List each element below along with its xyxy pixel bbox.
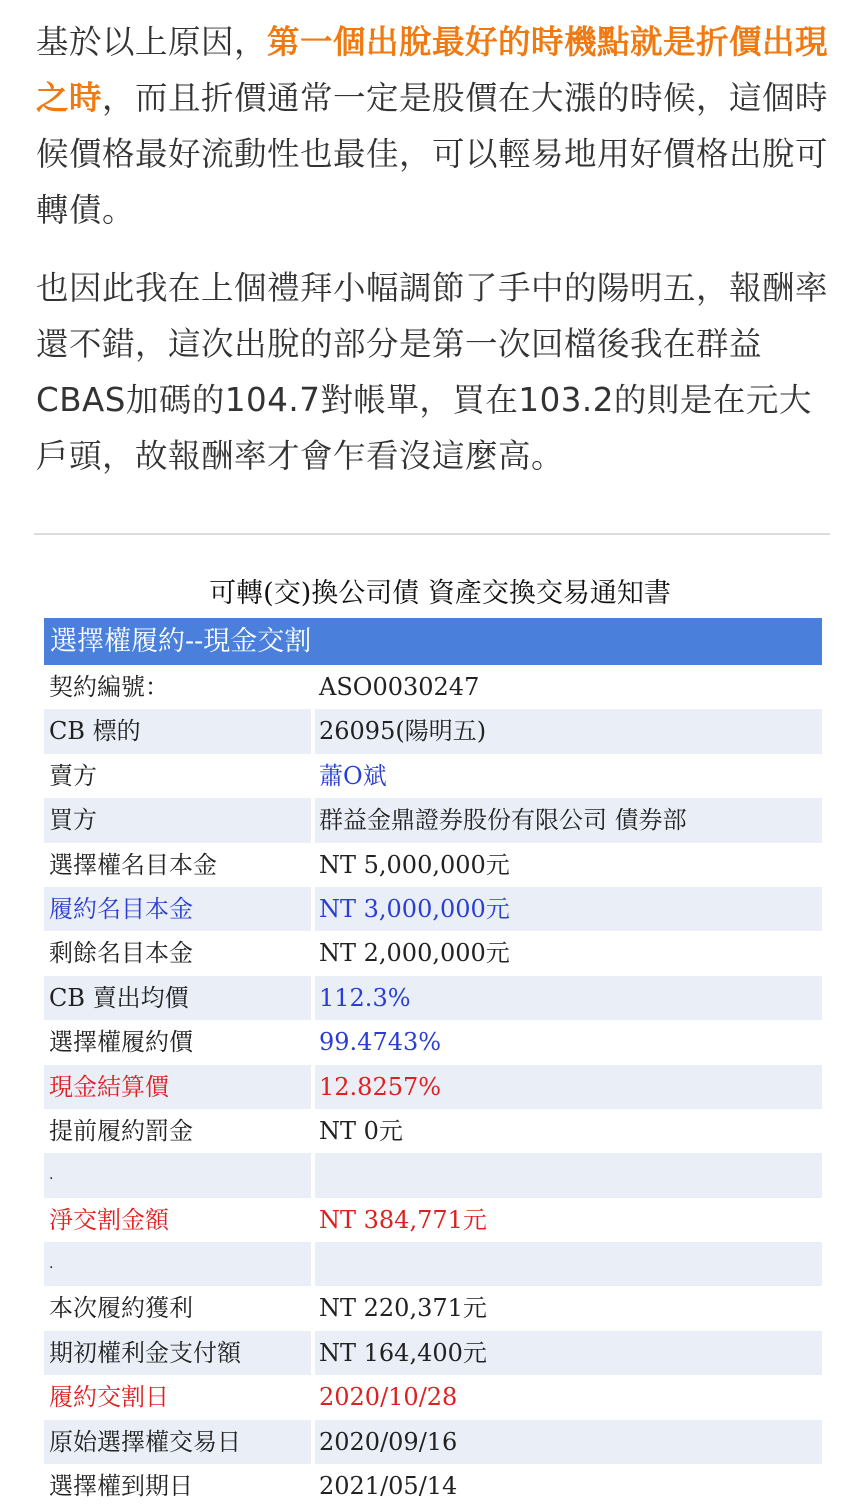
row-value: ASO0030247 xyxy=(319,673,480,701)
row-value: 12.8257% xyxy=(319,1072,442,1101)
row-value: NT 3,000,000元 xyxy=(319,894,510,923)
row-value xyxy=(315,1153,822,1197)
row-label: . xyxy=(49,1167,54,1184)
table-row xyxy=(44,1420,822,1464)
row-label: CB 標的 xyxy=(49,717,141,746)
row-value: NT 0元 xyxy=(319,1116,403,1145)
row-label: 買方 xyxy=(49,806,97,835)
row-value: NT 2,000,000元 xyxy=(319,939,510,968)
notice-table xyxy=(44,665,822,1508)
table-row xyxy=(44,887,822,931)
row-value: 112.3% xyxy=(319,983,411,1012)
table-row xyxy=(44,1198,822,1242)
row-label: 淨交割金額 xyxy=(49,1205,169,1234)
table-row xyxy=(44,665,822,709)
row-value: 蕭O斌 xyxy=(319,761,387,790)
row-value: 2021/05/14 xyxy=(319,1472,458,1501)
paragraph-text: ，而且折價通常一定是股價在大漲的時候，這個時候價格最好流動性也最佳，可以輕易地用好價格出脫可轉債。 xyxy=(36,79,829,229)
row-label: 契約編號： xyxy=(49,673,169,701)
table-row xyxy=(44,1020,822,1064)
row-value: NT 164,400元 xyxy=(319,1338,487,1367)
row-label: 選擇權名目本金 xyxy=(49,850,217,879)
row-label: 賣方 xyxy=(49,761,97,790)
paragraph-position-adjust: 也因此我在上個禮拜小幅調節了手中的陽明五，報酬率還不錯，這次出脫的部分是第一次回檔後我在群益CBAS加碼的104.7對帳單，買在103.2的則是在元大戶頭，故報酬率才會乍看沒這麼高。 xyxy=(36,269,829,475)
row-label: 剩餘名目本金 xyxy=(49,939,193,968)
table-row xyxy=(44,976,822,1020)
row-label: 本次履約獲利 xyxy=(49,1294,193,1323)
row-value: NT 384,771元 xyxy=(319,1205,487,1234)
table-row xyxy=(44,1242,822,1286)
row-value: 2020/10/28 xyxy=(319,1383,458,1412)
table-row xyxy=(44,709,822,753)
table-row xyxy=(44,931,822,975)
row-label: 選擇權到期日 xyxy=(49,1472,193,1501)
row-value: 2020/09/16 xyxy=(319,1427,458,1456)
row-label: 選擇權履約價 xyxy=(49,1028,193,1057)
section-divider xyxy=(34,533,830,535)
trade-notice-image xyxy=(44,572,822,1508)
notice-title: 可轉(交)換公司債 資產交換交易通知書 xyxy=(209,578,671,609)
article-body xyxy=(36,14,836,506)
row-value xyxy=(315,1242,822,1286)
table-row xyxy=(44,1464,822,1508)
row-label: 原始選擇權交易日 xyxy=(49,1427,241,1456)
row-value: NT 5,000,000元 xyxy=(319,850,510,879)
row-label: 現金結算價 xyxy=(49,1072,169,1101)
row-value: 26095(陽明五) xyxy=(319,717,487,746)
notice-header: 選擇權履約--現金交割 xyxy=(44,618,822,665)
table-row xyxy=(44,798,822,842)
table-row xyxy=(44,1109,822,1153)
table-row xyxy=(44,1065,822,1109)
table-row xyxy=(44,754,822,798)
table-row xyxy=(44,1153,822,1197)
row-value: NT 220,371元 xyxy=(319,1294,487,1323)
row-label: 提前履約罰金 xyxy=(49,1116,193,1145)
table-row xyxy=(44,1375,822,1419)
row-label: 履約交割日 xyxy=(49,1383,169,1412)
row-value: 99.4743% xyxy=(319,1028,442,1057)
table-row xyxy=(44,1331,822,1375)
paragraph-exit-timing xyxy=(36,14,836,238)
table-row xyxy=(44,843,822,887)
table-row xyxy=(44,1286,822,1330)
row-label: 履約名目本金 xyxy=(49,894,193,923)
row-value: 群益金鼎證券股份有限公司 債券部 xyxy=(319,806,687,835)
row-label: 期初權利金支付額 xyxy=(49,1338,241,1367)
row-label: . xyxy=(49,1256,54,1273)
row-label: CB 賣出均價 xyxy=(49,983,189,1012)
paragraph-text: 基於以上原因， xyxy=(36,23,268,61)
highlighted-text: 第一個出脫最好的時機點就是折價出現之時 xyxy=(36,23,829,117)
